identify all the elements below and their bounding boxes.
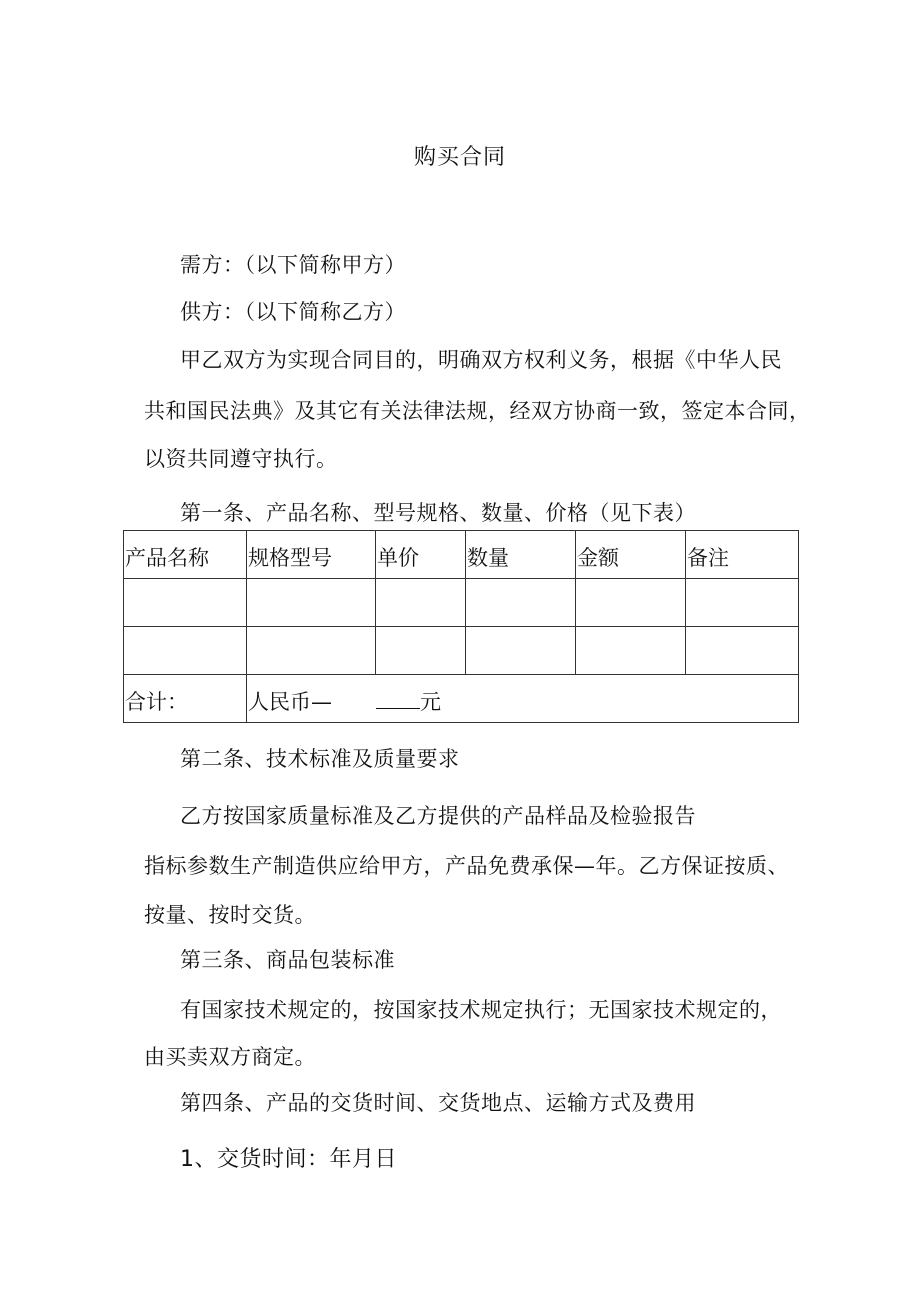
article-3-line-1: 有国家技术规定的，按国家技术规定执行；无国家技术规定的，	[180, 998, 782, 1022]
article-2-line-1: 乙方按国家质量标准及乙方提供的产品样品及检验报告	[180, 804, 696, 828]
table-cell	[576, 579, 686, 627]
table-header-cell: 规格型号	[247, 531, 376, 579]
table-cell	[376, 579, 466, 627]
product-table	[123, 530, 799, 723]
table-cell	[124, 627, 247, 675]
table-cell	[686, 627, 799, 675]
table-cell	[247, 579, 376, 627]
article-3-heading: 第三条、商品包装标准	[180, 948, 395, 972]
preamble-line-2: 共和国民法典》及其它有关法律法规，经双方协商一致，签定本合同，	[144, 399, 811, 423]
table-header-cell: 产品名称	[124, 531, 247, 579]
article-2-line-2: 指标参数生产制造供应给甲方，产品免费承保—年。乙方保证按质、	[144, 854, 789, 878]
article-4-item-1: 1、交货时间：年月日	[180, 1147, 397, 1172]
table-cell	[576, 627, 686, 675]
document-title: 购买合同	[413, 145, 506, 170]
preamble-line-1: 甲乙双方为实现合同目的，明确双方权利义务，根据《中华人民	[180, 348, 782, 372]
table-header-row	[124, 531, 799, 579]
total-amount-cell	[247, 675, 799, 723]
table-cell	[376, 627, 466, 675]
table-cell	[686, 579, 799, 627]
total-prefix: 人民币—	[248, 690, 332, 714]
table-cell	[466, 627, 576, 675]
table-header-cell: 数量	[466, 531, 576, 579]
table-cell	[124, 579, 247, 627]
table-row	[124, 627, 799, 675]
article-4-heading: 第四条、产品的交货时间、交货地点、运输方式及费用	[180, 1091, 696, 1115]
article-1-heading: 第一条、产品名称、型号规格、数量、价格（见下表）	[180, 501, 696, 525]
amount-blank-line	[376, 688, 420, 709]
article-2-line-3: 按量、按时交货。	[144, 903, 316, 927]
table-cell	[466, 579, 576, 627]
table-row	[124, 579, 799, 627]
table-total-row	[124, 675, 799, 723]
table-header-cell: 金额	[576, 531, 686, 579]
total-suffix: 元	[420, 690, 441, 714]
preamble-line-3: 以资共同遵守执行。	[144, 447, 338, 471]
table-cell	[247, 627, 376, 675]
article-3-line-2: 由买卖双方商定。	[144, 1045, 316, 1069]
table-header-cell: 单价	[376, 531, 466, 579]
table-header-cell: 备注	[686, 531, 799, 579]
total-label-cell: 合计：	[124, 675, 247, 723]
article-2-heading: 第二条、技术标准及质量要求	[180, 747, 460, 771]
seller-line: 供方：（以下简称乙方）	[180, 300, 406, 324]
buyer-line: 需方：（以下简称甲方）	[180, 253, 406, 277]
